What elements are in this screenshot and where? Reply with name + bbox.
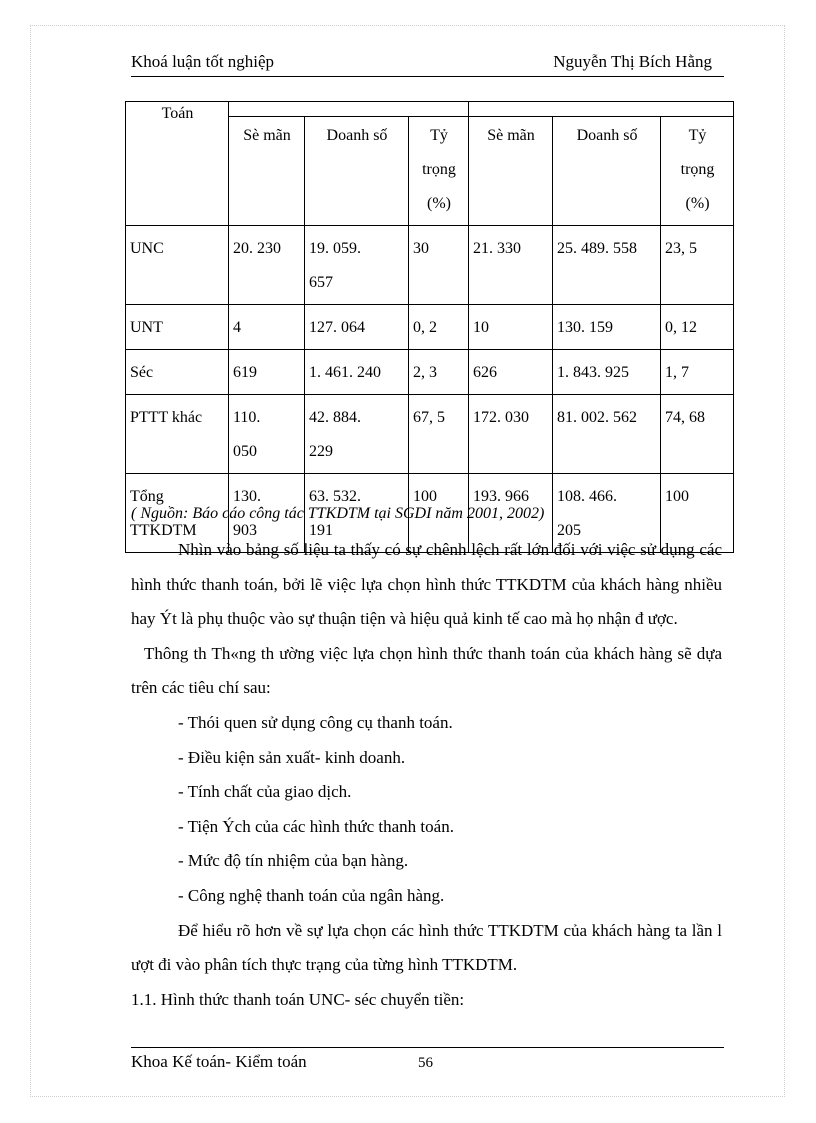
row-share-2: 23, 5: [661, 226, 734, 305]
paragraph-3: Để hiểu rõ hơn về sự lựa chọn các hình thức TTKDTM của khách hàng ta lần l ượt đi vào phân tích thực trạng của từng hình TTKDTM.: [131, 920, 722, 975]
row-share-1: 100: [409, 474, 469, 553]
table-first-header: Toán: [126, 102, 229, 226]
row-revenue-1: 19. 059. 657: [305, 226, 409, 305]
row-count-1: 130. 903: [229, 474, 305, 553]
payment-table: [125, 101, 734, 553]
year-group-2: [469, 102, 734, 117]
body-text: [131, 533, 722, 1017]
paragraph-2: Thông th Th«ng th ường việc lựa chọn hình thức thanh toán của khách hàng sẽ dựa trên các tiêu chí sau:: [131, 643, 722, 698]
page-header: [131, 52, 724, 77]
footer-rule: [131, 1047, 724, 1048]
row-count-1: 110. 050: [229, 395, 305, 474]
row-revenue-1: 127. 064: [305, 305, 409, 350]
footer-department: Khoa Kế toán- Kiểm toán: [131, 1052, 307, 1071]
row-count-1: 4: [229, 305, 305, 350]
row-revenue-1: 42. 884. 229: [305, 395, 409, 474]
table-source-note: ( Nguồn: Báo cáo công tác TTKDTM tại SGDI năm 2001, 2002): [131, 505, 545, 522]
criteria-item: - Tính chất của giao dịch.: [178, 782, 352, 802]
row-share-2: 74, 68: [661, 395, 734, 474]
row-share-2: 1, 7: [661, 350, 734, 395]
table-row: [126, 395, 734, 474]
page-number: 56: [418, 1055, 433, 1071]
criteria-item: - Công nghệ thanh toán của ngân hàng.: [178, 885, 445, 905]
section-heading: 1.1. Hình thức thanh toán UNC- séc chuyển tiền:: [131, 989, 465, 1009]
row-revenue-1: 63. 532. 191: [305, 474, 409, 553]
col-count-2: Sè mãn: [469, 117, 553, 226]
row-count-2: 626: [469, 350, 553, 395]
row-label: Séc: [126, 350, 229, 395]
row-share-1: 67, 5: [409, 395, 469, 474]
table-header-row-top: [126, 102, 734, 117]
row-share-1: 30: [409, 226, 469, 305]
row-count-2: 10: [469, 305, 553, 350]
row-count-2: 172. 030: [469, 395, 553, 474]
criteria-item: - Tiện Ých của các hình thức thanh toán.: [178, 816, 454, 836]
row-count-2: 21. 330: [469, 226, 553, 305]
row-revenue-2: 81. 002. 562: [553, 395, 661, 474]
criteria-item: - Điều kiện sản xuất- kinh doanh.: [178, 747, 406, 767]
row-revenue-2: 1. 843. 925: [553, 350, 661, 395]
row-share-1: 2, 3: [409, 350, 469, 395]
col-share-1: Tỷ trọng (%): [409, 117, 469, 226]
col-revenue-1: Doanh số: [305, 117, 409, 226]
row-count-2: 193. 966: [469, 474, 553, 553]
row-revenue-2: 108. 466. 205: [553, 474, 661, 553]
table-row: [126, 226, 734, 305]
row-revenue-2: 130. 159: [553, 305, 661, 350]
row-revenue-1: 1. 461. 240: [305, 350, 409, 395]
header-thesis-title: Khoá luận tốt nghiệp: [131, 52, 275, 71]
paragraph-1: Nhìn vào bảng số liệu ta thấy có sự chênh lệch rất lớn đối với việc sử dụng các hình thức thanh toán, bởi lẽ việc lựa chọn hình thức TTKDTM của khách hàng nhiều hay Ýt là phụ thuộc vào sự thuận tiện và hiệu quả kinh tế cao mà họ nhận đ ược.: [131, 540, 722, 629]
row-label: UNC: [126, 226, 229, 305]
table-row: [126, 305, 734, 350]
table-row: [126, 350, 734, 395]
criteria-item: - Thói quen sử dụng công cụ thanh toán.: [178, 712, 453, 732]
col-revenue-2: Doanh số: [553, 117, 661, 226]
row-share-2: 100: [661, 474, 734, 553]
row-share-1: 0, 2: [409, 305, 469, 350]
row-label: PTTT khác: [126, 395, 229, 474]
criteria-item: - Mức độ tín nhiệm của bạn hàng.: [178, 851, 409, 871]
year-group-1: [229, 102, 469, 117]
col-count-1: Sè mãn: [229, 117, 305, 226]
col-share-2: Tỷ trọng (%): [661, 117, 734, 226]
row-count-1: 20. 230: [229, 226, 305, 305]
row-revenue-2: 25. 489. 558: [553, 226, 661, 305]
row-label: Tổng TTKDTM: [126, 474, 229, 553]
row-share-2: 0, 12: [661, 305, 734, 350]
row-label: UNT: [126, 305, 229, 350]
row-count-1: 619: [229, 350, 305, 395]
header-author: Nguyễn Thị Bích Hằng: [553, 52, 712, 71]
